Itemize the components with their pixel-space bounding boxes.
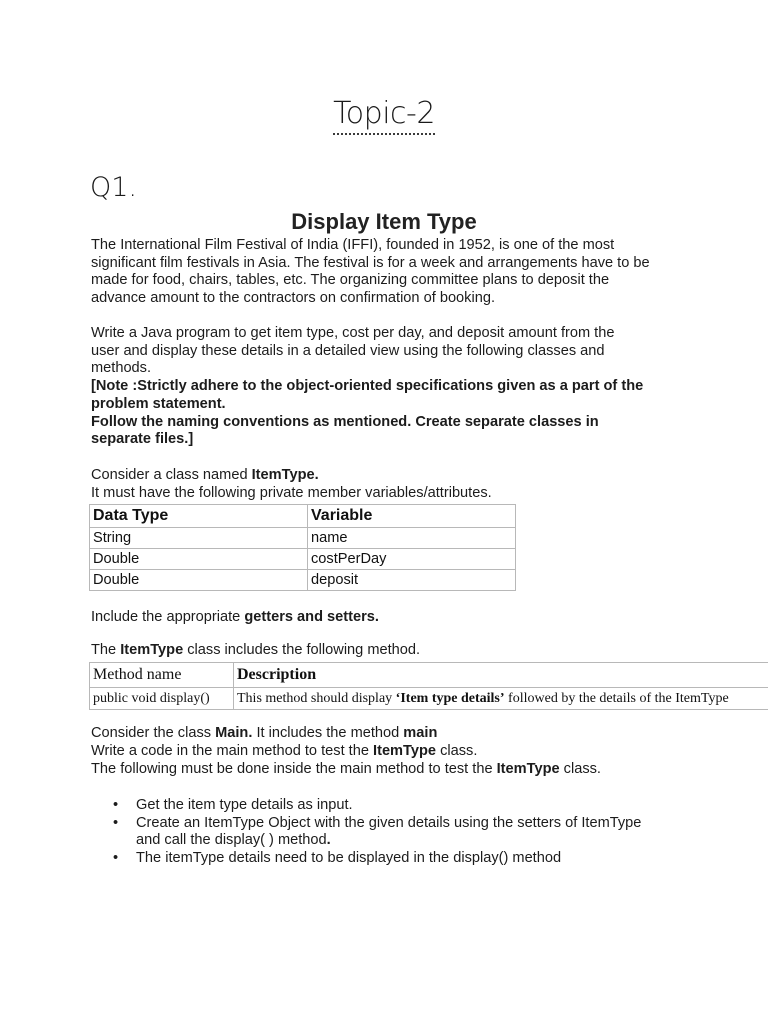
getters-line: Include the appropriate getters and setters. [91,609,379,625]
methods-table [89,662,768,710]
class-intro-line: Consider a class named ItemType. [91,467,319,483]
header-data-type: Data Type [90,505,308,528]
task-paragraph [91,325,711,449]
list-item: • Create an ItemType Object with the given details using the setters of ItemType and call the display( ) method. [113,814,642,849]
cell-data-type: String [90,528,308,549]
bullet-icon: • [113,797,119,813]
header-method-name: Method name [90,663,234,688]
table-header-row [90,505,516,528]
cell-variable: deposit [308,570,516,591]
intro-paragraph [91,237,711,308]
class-intro-line-2: It must have the following private member variables/attributes. [91,485,492,501]
section-heading: Display Item Type [291,209,477,234]
note-line: [Note :Strictly adhere to the object-oriented specifications given as a part of the [91,378,644,395]
note-line: Follow the naming conventions as mentioned. Create separate classes in [91,413,599,430]
instruction-list [91,797,691,868]
table-row [90,549,516,570]
table-row [90,688,768,710]
intro-line: significant film festivals in Asia. The festival is for a week and arrangements have to be [91,254,650,271]
header-description: Description [234,663,768,688]
method-intro-line: The ItemType class includes the following method. [91,642,421,658]
attributes-table [89,504,516,591]
task-line: methods. [91,360,152,377]
cell-variable: costPerDay [308,549,516,570]
cell-variable: name [308,528,516,549]
cell-data-type: Double [90,549,308,570]
cell-data-type: Double [90,570,308,591]
cell-method: public void display() [90,688,234,710]
class-name: ItemType. [251,467,319,483]
cell-description: This method should display ‘Item type details’ followed by the details of the ItemType [234,688,768,710]
intro-line: made for food, chairs, tables, etc. The organizing committee plans to deposit the [91,272,610,289]
main-test-line: Write a code in the main method to test the ItemType class. [91,743,478,759]
intro-line: advance amount to the contractors on confirmation of booking. [91,290,496,307]
topic-title: Topic-2 [0,96,768,131]
list-item: • Get the item type details as input. [113,797,353,813]
note-line: separate files.] [91,431,194,448]
bullet-icon: • [113,850,119,867]
intro-line: The International Film Festival of India (IFFI), founded in 1952, is one of the most [91,237,615,253]
bullet-icon: • [113,814,119,831]
main-inside-line: The following must be done inside the main method to test the ItemType class. [91,761,601,777]
table-header-row [90,663,768,688]
main-class-line: Consider the class Main. It includes the method main [91,725,438,741]
note-line: problem statement. [91,395,226,412]
task-line: user and display these details in a detailed view using the following classes and [91,342,605,359]
table-row [90,570,516,591]
task-line: Write a Java program to get item type, cost per day, and deposit amount from the [91,325,615,341]
list-item: • The itemType details need to be displayed in the display() method [113,850,562,867]
table-row [90,528,516,549]
header-variable: Variable [308,505,516,528]
question-label: Q1. [90,172,138,203]
